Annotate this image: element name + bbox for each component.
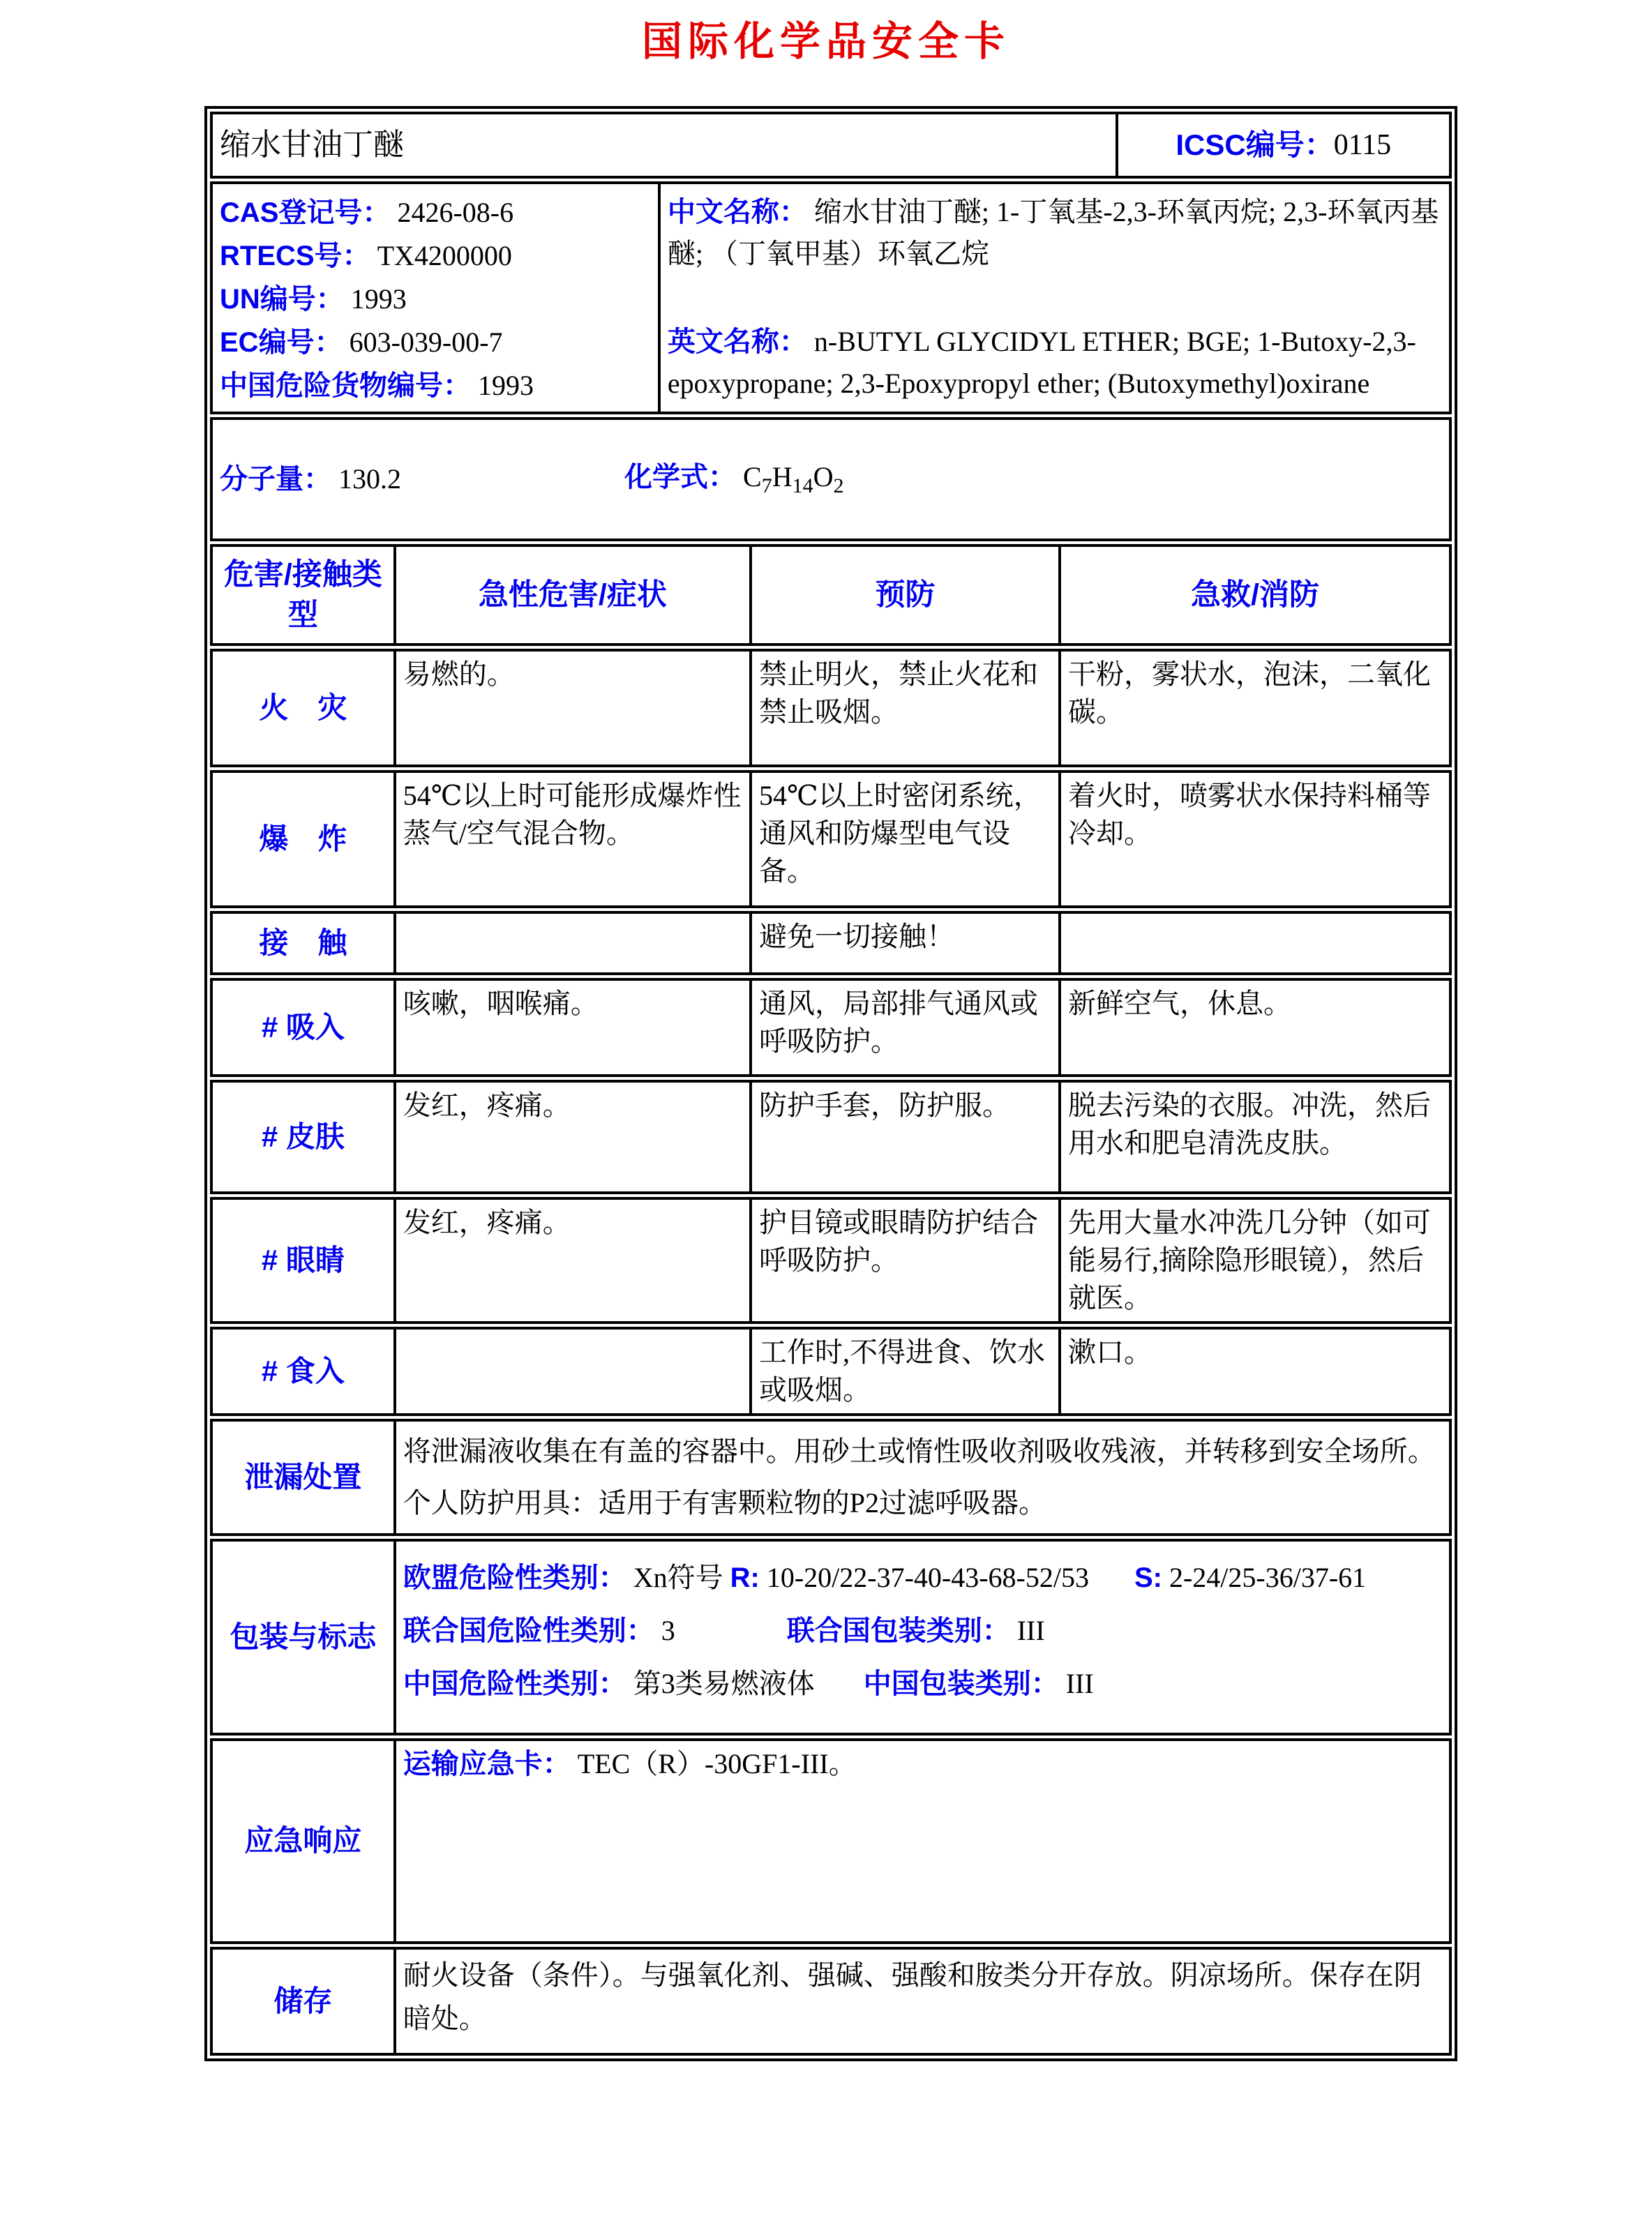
emergency-response-content [393,1741,1449,1941]
inhalation-prevention: 通风，局部排气通风或呼吸防护。 [749,981,1058,1074]
un-class-label: 联合国危险性类别： [403,1616,654,1646]
molecular-weight [220,460,624,498]
storage-row [210,1947,1452,2056]
emergency-response-label: 应急响应 [244,1824,362,1858]
skin-symptoms: 发红，疼痛。 [393,1083,749,1191]
packaging-content [393,1542,1449,1733]
formula-row [210,417,1452,541]
name-row [210,112,1452,179]
header-firstaid-firefighting: 急救/消防 [1058,547,1449,643]
china-dg-value: 1993 [478,370,534,401]
header-acute-symptoms: 急性危害/症状 [393,547,749,643]
inhalation-symptoms: 咳嗽，咽喉痛。 [393,981,749,1074]
rtecs-label: RTECS号： [220,241,370,271]
s-phrases-value: 2-24/25-36/37-61 [1169,1562,1367,1593]
tec-card-value: TEC（R）-30GF1-III。 [577,1748,857,1779]
explosion-prevention: 54℃以上时密闭系统，通风和防爆型电气设备。 [749,773,1058,905]
fire-firstaid: 干粉，雾状水，泡沫，二氧化碳。 [1058,652,1449,765]
table-row-contact [210,911,1452,975]
eu-class-label: 欧盟危险性类别： [403,1562,626,1593]
china-pack-label: 中国包装类别： [863,1669,1059,1699]
rtecs-value: TX4200000 [377,240,512,271]
table-row-inhalation [210,978,1452,1077]
english-name-value: n-BUTYL GLYCIDYL ETHER; BGE; 1-Butoxy-2,3-epoxypropane; 2,3-Epoxypropyl ether; (Butoxymethyl)oxirane [667,326,1416,399]
eyes-firstaid: 先用大量水冲洗几分钟（如可能易行,摘除隐形眼镜），然后就医。 [1058,1200,1449,1321]
ingestion-firstaid: 漱口。 [1058,1330,1449,1413]
un-classification-line [403,1610,1442,1652]
inhalation-firstaid: 新鲜空气，休息。 [1058,981,1449,1074]
china-dg-label: 中国危险货物编号： [220,370,471,401]
china-classification-line [403,1663,1442,1705]
ec-label: EC编号： [220,327,343,358]
cas-number-line [220,191,651,234]
product-name: 缩水甘油丁醚 [220,128,404,163]
identifiers-row [210,181,1452,414]
table-row-ingestion [210,1327,1452,1416]
eyes-prevention: 护目镜或眼睛防护结合呼吸防护。 [749,1200,1058,1321]
molecular-weight-label: 分子量： [220,464,331,495]
ingestion-prevention: 工作时,不得进食、饮水或吸烟。 [749,1330,1058,1413]
fire-symptoms: 易燃的。 [393,652,749,765]
icsc-number-box [1116,114,1449,176]
row-label-contact: 接 触 [259,926,347,959]
ec-value: 603-039-00-7 [349,326,503,358]
page-title: 国际化学品安全卡 [641,19,1010,64]
english-name-label: 英文名称： [667,326,807,357]
rtecs-number-line [220,234,651,278]
cas-value: 2426-08-6 [397,197,514,228]
identifiers-cell [213,184,658,412]
emergency-response-row [210,1738,1452,1944]
skin-prevention: 防护手套，防护服。 [749,1083,1058,1191]
packaging-label: 包装与标志 [230,1620,377,1653]
row-label-skin: # 皮肤 [261,1120,345,1153]
cas-label: CAS登记号： [220,197,391,228]
table-row-eyes [210,1197,1452,1324]
header-hazard-type: 危害/接触类型 [223,557,382,632]
explosion-symptoms: 54℃以上时可能形成爆炸性蒸气/空气混合物。 [393,773,749,905]
ec-number-line [220,321,651,364]
english-name-paragraph [668,321,1442,405]
chinese-name-label: 中文名称： [667,197,807,227]
un-number-line [220,278,651,321]
eu-class-symbol: Xn符号 [633,1562,730,1593]
r-phrases-label: R: [730,1562,760,1593]
row-label-ingestion: # 食入 [261,1354,345,1387]
un-value: 1993 [350,283,407,315]
un-class-value: 3 [661,1615,675,1646]
icsc-value: 0115 [1333,128,1392,161]
table-row-explosion [210,770,1452,908]
china-class-value: 第3类易燃液体 [633,1668,815,1699]
chemical-formula-label: 化学式： [624,461,736,492]
hazard-table-header [210,544,1452,646]
icsc-label: ICSC编号： [1176,128,1334,161]
chemical-names-cell [658,184,1449,412]
ingestion-symptoms [393,1330,749,1413]
spill-disposal-text: 将泄漏液收集在有盖的容器中。用砂土或惰性吸收剂吸收残液，并转移到安全场所。个人防护用具：适用于有害颗粒物的P2过滤呼吸器。 [393,1422,1449,1533]
storage-label: 储存 [273,1984,333,2017]
fire-prevention: 禁止明火，禁止火花和禁止吸烟。 [749,652,1058,765]
chemical-formula-value: $C_7H_{14}O_2$ [743,460,844,497]
header-prevention: 预防 [749,547,1058,643]
un-pack-value: III [1016,1615,1045,1646]
contact-symptoms [393,914,749,972]
un-pack-label: 联合国包装类别： [786,1616,1010,1646]
packaging-labelling-row [210,1539,1452,1735]
eu-classification-line [403,1557,1442,1599]
storage-text: 耐火设备（条件）。与强氧化剂、强碱、强酸和胺类分开存放。阴凉场所。保存在阴暗处。 [393,1950,1449,2053]
r-phrases-value: 10-20/22-37-40-43-68-52/53 [766,1562,1089,1593]
china-dg-number-line [220,364,651,407]
contact-firstaid [1058,914,1449,972]
china-pack-value: III [1065,1668,1094,1699]
un-label: UN编号： [220,284,344,315]
table-row-fire [210,649,1452,767]
formula-cell [213,420,1449,539]
row-label-fire: 火 灾 [259,691,347,724]
chemical-formula [624,458,843,501]
tec-card-label: 运输应急卡： [403,1749,571,1779]
spill-disposal-row [210,1419,1452,1536]
explosion-firstaid: 着火时，喷雾状水保持料桶等冷却。 [1058,773,1449,905]
china-class-label: 中国危险性类别： [403,1669,626,1699]
s-phrases-label: S: [1134,1562,1162,1593]
row-label-eyes: # 眼睛 [261,1243,345,1277]
safety-card [204,106,1457,2061]
chinese-name-paragraph [668,191,1442,275]
skin-firstaid: 脱去污染的衣服。冲洗，然后用水和肥皂清洗皮肤。 [1058,1083,1449,1191]
spill-disposal-label: 泄漏处置 [244,1460,362,1493]
table-row-skin [210,1080,1452,1194]
eyes-symptoms: 发红，疼痛。 [393,1200,749,1321]
contact-prevention: 避免一切接触！ [749,914,1058,972]
molecular-weight-value: 130.2 [338,463,401,495]
row-label-inhalation: # 吸入 [261,1010,345,1044]
chinese-name-value: 缩水甘油丁醚; 1-丁氧基-2,3-环氧丙烷; 2,3-环氧丙基醚; （丁氧甲基）环氧乙烷 [667,196,1439,269]
row-label-explosion: 爆 炸 [259,822,347,855]
